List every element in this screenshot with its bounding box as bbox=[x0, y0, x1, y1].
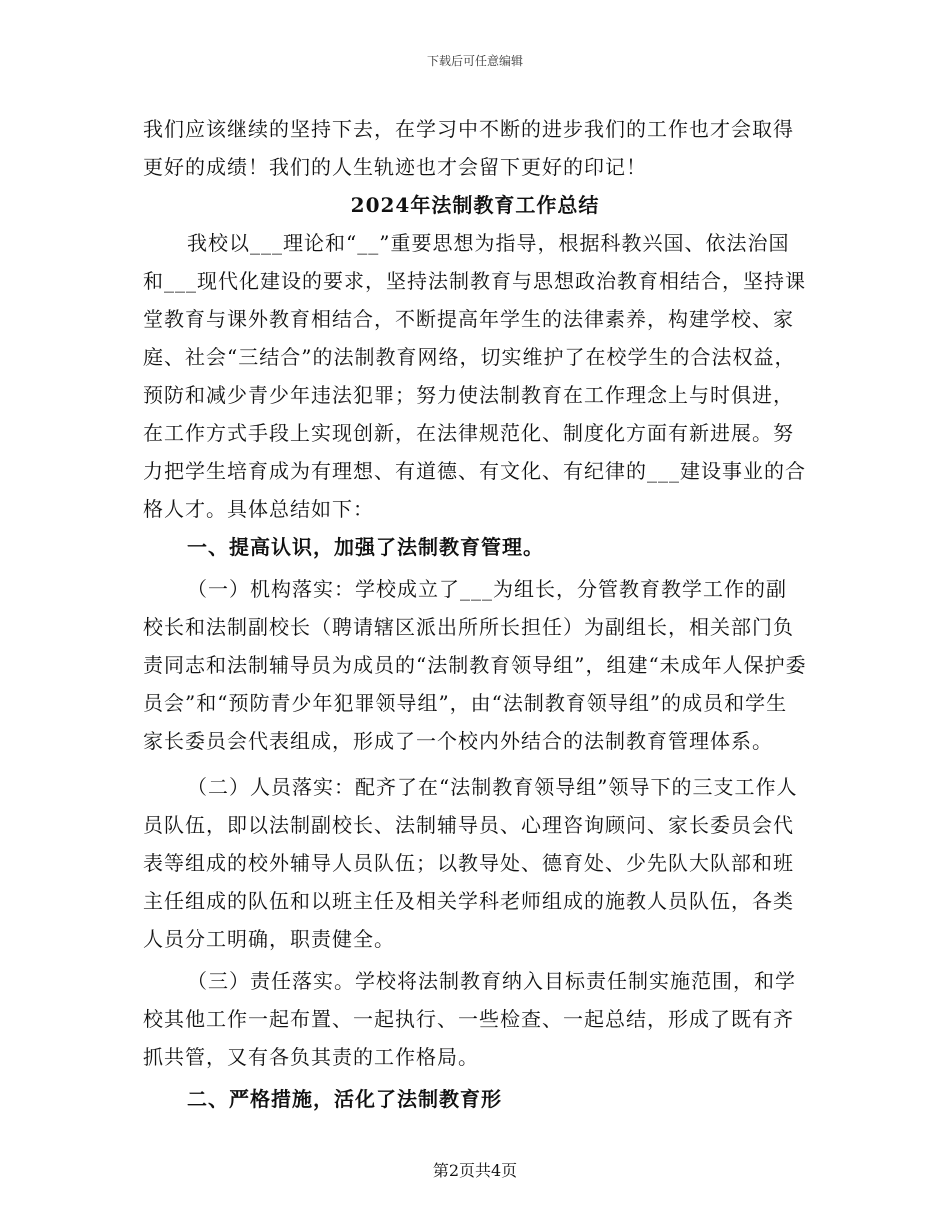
document-title: 2024年法制教育工作总结 bbox=[350, 193, 600, 217]
intro-paragraph: 我们应该继续的坚持下去，在学习中不断的进步我们的工作也才会取得更好的成绩！我们的人生轨迹也才会留下更好的印记！ bbox=[143, 117, 794, 179]
document-body bbox=[143, 110, 807, 1118]
summary-paragraph: 我校以___理论和“__”重要思想为指导，根据科教兴国、依法治国和___现代化建设的要求，坚持法制教育与思想政治教育相结合，坚持课堂教育与课外教育相结合，不断提高年学生的法律素养，构建学校、家庭、社会“三结合”的法制教育网络，切实维护了在校学生的合法权益，预防和减少青少年违法犯罪；努力使法制教育在工作理念上与时俱进，在工作方式手段上实现创新，在法律规范化、制度化方面有新进展。努力把学生培育成为有理想、有道德、有文化、有纪律的___建设事业的合格人才。具体总结如下： bbox=[143, 231, 806, 521]
responsibility-paragraph: （三）责任落实。学校将法制教育纳入目标责任制实施范围，和学校其他工作一起布置、一起执行、一些检查、一起总结，形成了既有齐抓共管，又有各负其责的工作格局。 bbox=[143, 969, 796, 1069]
page-header: 下载后可任意编辑 bbox=[426, 54, 523, 68]
page-number: 第2页共4页 bbox=[432, 1161, 518, 1180]
personnel-paragraph: （二）人员落实：配齐了在“法制教育领导组”领导下的三支工作人员队伍，即以法制副校长、法制辅导员、心理咨询顾问、家长委员会代表等组成的校外辅导人员队伍；以教导处、德育处、少先队大队部和班主任组成的队伍和以班主任及相关学科老师组成的施教人员队伍，各类人员分工明确，职责健全。 bbox=[143, 775, 798, 951]
section-heading-1: 一、提高认识，加强了法制教育管理。 bbox=[187, 535, 544, 559]
section-heading-2: 二、严格措施，活化了法制教育形 bbox=[187, 1087, 502, 1111]
organization-paragraph: （一）机构落实：学校成立了___为组长，分管教育教学工作的副校长和法制副校长（聘请辖区派出所所长担任）为副组长，相关部门负责同志和法制辅导员为成员的“法制教育领导组”，组建“未成年人保护委员会”和“预防青少年犯罪领导组”，由“法制教育领导组”的成员和学生家长委员会代表组成，形成了一个校内外结合的法制教育管理体系。 bbox=[143, 577, 807, 753]
